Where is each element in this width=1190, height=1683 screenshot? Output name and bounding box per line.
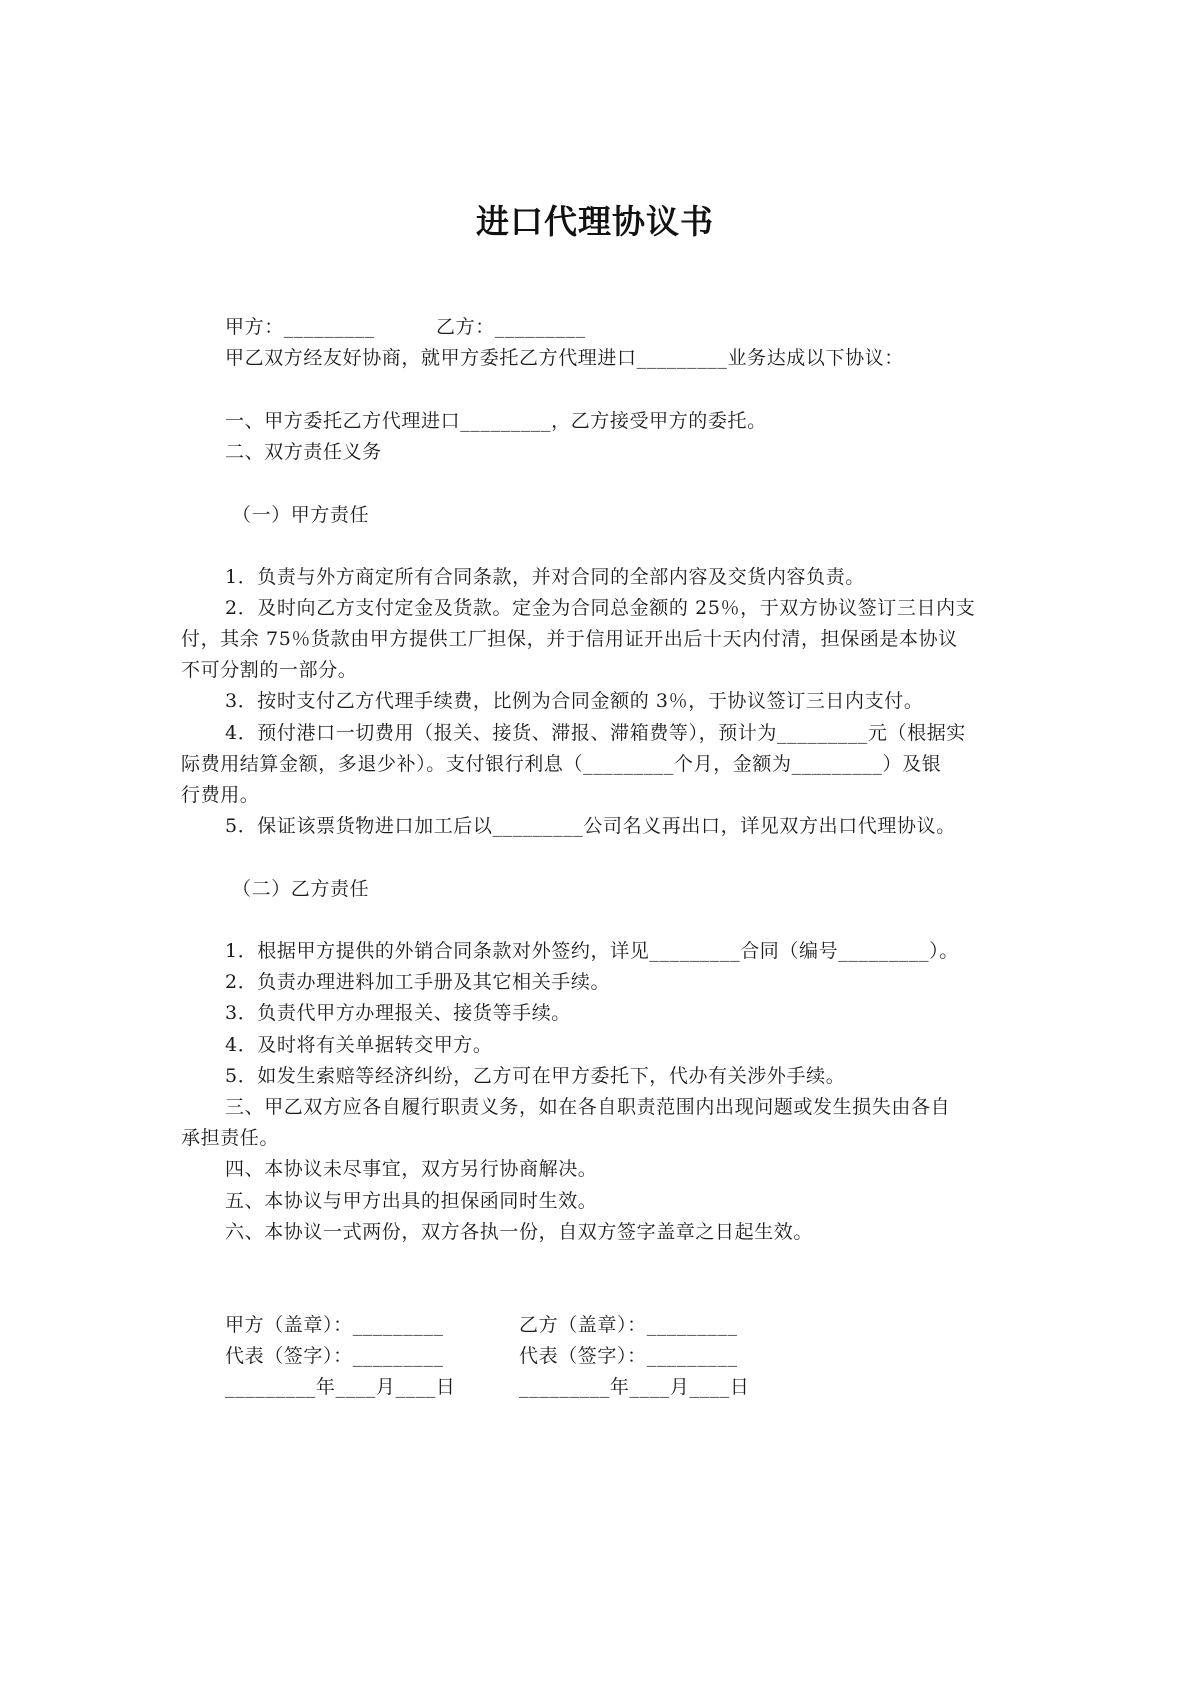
a-item-2-line-1: 2．及时向乙方支付定金及货款。定金为合同总金额的 25％，于双方协议签订三日内支 bbox=[225, 597, 976, 619]
sign-party-a-seal: 甲方（盖章）：_________ bbox=[225, 1314, 444, 1336]
clause-3-line-1: 三、甲乙双方应各自履行职责义务，如在各自职责范围内出现问题或发生损失由各自 bbox=[225, 1096, 951, 1118]
a-item-2-line-3: 不可分割的一部分。 bbox=[181, 659, 358, 681]
party-b-line: 乙方：_________ bbox=[436, 316, 586, 338]
a-item-3: 3．按时支付乙方代理手续费，比例为合同金额的 3％，于协议签订三日内支付。 bbox=[225, 690, 924, 712]
section-b-heading: （二）乙方责任 bbox=[232, 878, 370, 900]
intro-line: 甲乙双方经友好协商，就甲方委托乙方代理进口_________业务达成以下协议： bbox=[225, 347, 904, 369]
clause-4: 四、本协议未尽事宜，双方另行协商解决。 bbox=[225, 1158, 598, 1180]
a-item-1: 1．负责与外方商定所有合同条款，并对合同的全部内容及交货内容负责。 bbox=[225, 566, 865, 588]
party-a-line: 甲方：_________ bbox=[225, 316, 375, 338]
clause-6: 六、本协议一式两份，双方各执一份，自双方签字盖章之日起生效。 bbox=[225, 1221, 814, 1243]
clause-3-line-2: 承担责任。 bbox=[181, 1127, 280, 1149]
document-title: 进口代理协议书 bbox=[476, 202, 714, 241]
b-item-1: 1．根据甲方提供的外销合同条款对外签约，详见_________合同（编号_________）。 bbox=[225, 940, 959, 962]
a-item-5: 5．保证该票货物进口加工后以_________公司名义再出口，详见双方出口代理协议。 bbox=[225, 815, 956, 837]
b-item-4: 4．及时将有关单据转交甲方。 bbox=[225, 1034, 493, 1056]
sign-party-b-rep: 代表（签字）：_________ bbox=[519, 1345, 738, 1367]
sign-party-a-rep: 代表（签字）：_________ bbox=[225, 1345, 444, 1367]
clause-5: 五、本协议与甲方出具的担保函同时生效。 bbox=[225, 1190, 598, 1212]
b-item-2: 2．负责办理进料加工手册及其它相关手续。 bbox=[225, 971, 611, 993]
a-item-2-line-2: 付，其余 75％货款由甲方提供工厂担保，并于信用证开出后十天内付清，担保函是本协议 bbox=[181, 628, 958, 650]
sign-party-b-seal: 乙方（盖章）：_________ bbox=[519, 1314, 738, 1336]
sign-party-a-date: _________年____月____日 bbox=[225, 1376, 456, 1398]
clause-2-heading: 二、双方责任义务 bbox=[225, 441, 382, 463]
b-item-5: 5．如发生索赔等经济纠纷，乙方可在甲方委托下，代办有关涉外手续。 bbox=[225, 1065, 846, 1087]
section-a-heading: （一）甲方责任 bbox=[232, 504, 370, 526]
sign-party-b-date: _________年____月____日 bbox=[519, 1376, 750, 1398]
a-item-4-line-3: 行费用。 bbox=[181, 784, 260, 806]
a-item-4-line-2: 际费用结算金额，多退少补）。支付银行利息（_________个月，金额为_________）及银 bbox=[181, 753, 942, 775]
clause-1: 一、甲方委托乙方代理进口_________，乙方接受甲方的委托。 bbox=[225, 410, 767, 432]
b-item-3: 3．负责代甲方办理报关、接货等手续。 bbox=[225, 1002, 571, 1024]
a-item-4-line-1: 4．预付港口一切费用（报关、接货、滞报、滞箱费等），预计为_________元（根据实 bbox=[225, 722, 966, 744]
